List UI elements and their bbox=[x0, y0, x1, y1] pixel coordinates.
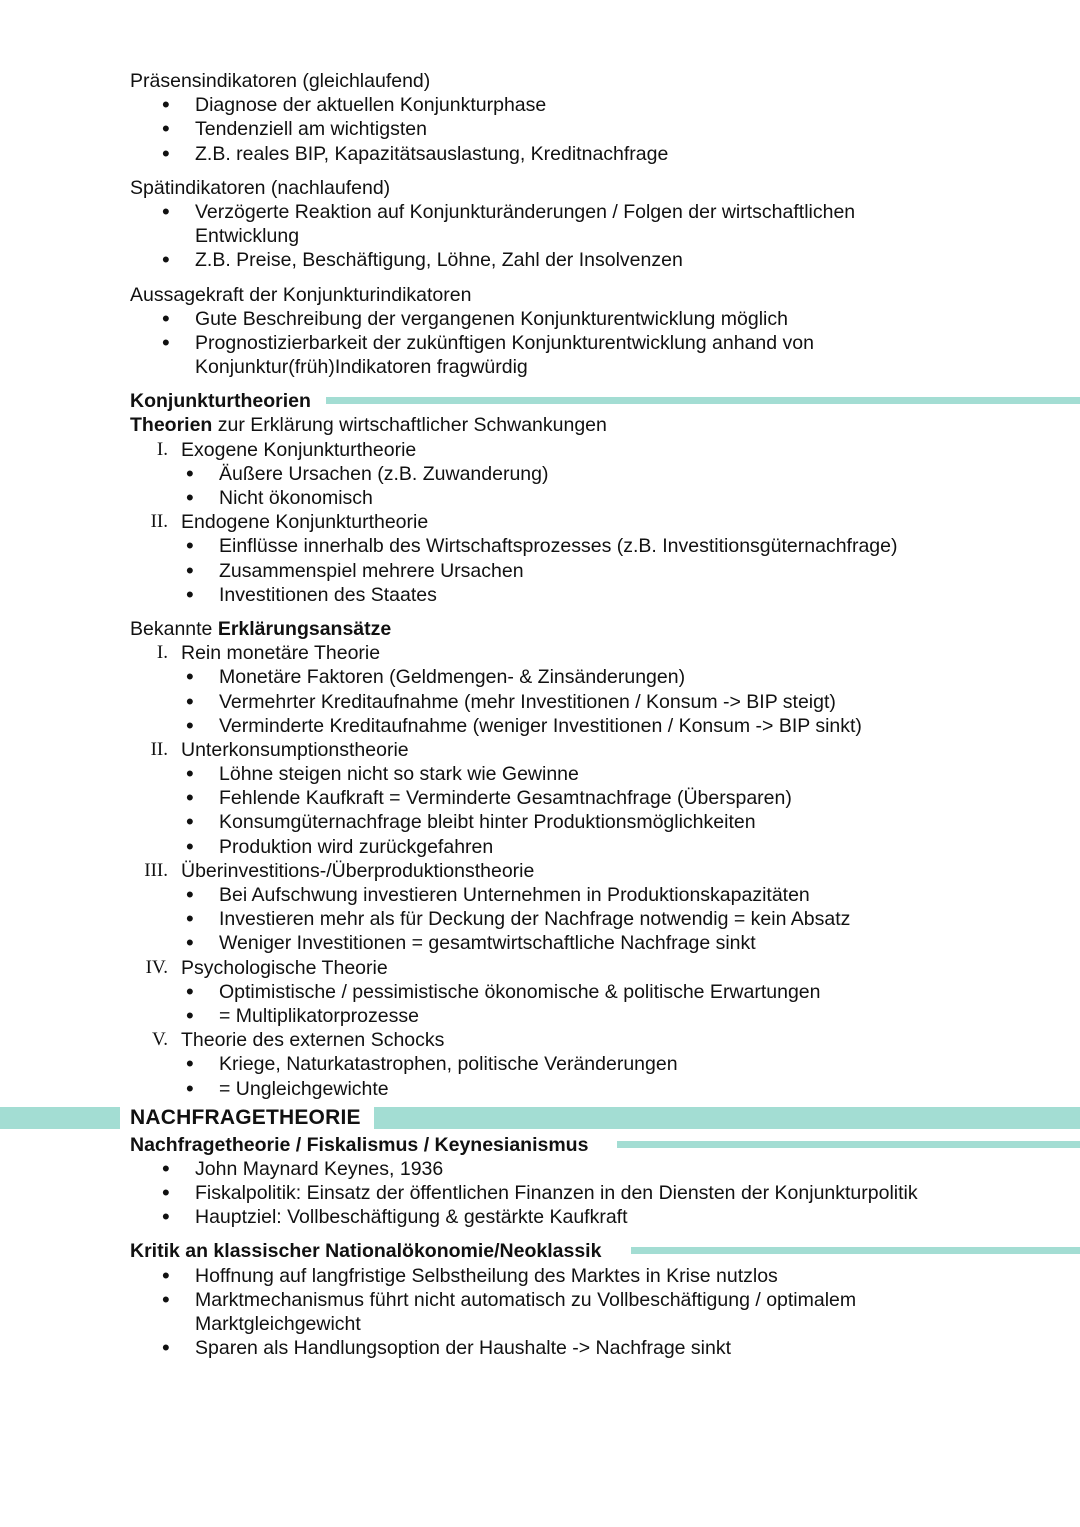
list-item: • Hauptziel: Vollbeschäftigung & gestärkte Kaufkraft bbox=[0, 1205, 1080, 1229]
roman-item bbox=[0, 510, 1080, 534]
list-item: • Fiskalpolitik: Einsatz der öffentlichen Finanzen in den Diensten der Konjunkturpolitik bbox=[0, 1181, 1080, 1205]
list-item-continuation: Marktgleichgewicht bbox=[195, 1313, 361, 1335]
roman-title: Unterkonsumptionstheorie bbox=[181, 738, 409, 761]
roman-item bbox=[0, 438, 1080, 462]
roman-title: Exogene Konjunkturtheorie bbox=[181, 438, 417, 461]
roman-item bbox=[0, 641, 1080, 665]
intro-rest: zur Erklärung wirtschaftlicher Schwankungen bbox=[212, 414, 607, 437]
roman-title: Theorie des externen Schocks bbox=[181, 1029, 445, 1052]
list-item: • Marktmechanismus führt nicht automatisch zu Vollbeschäftigung / optimalem bbox=[0, 1288, 1080, 1312]
roman-numeral: I. bbox=[156, 642, 168, 664]
heading-text: Konjunkturtheorien bbox=[130, 390, 311, 413]
roman-item bbox=[0, 956, 1080, 980]
roman-title: Rein monetäre Theorie bbox=[181, 642, 381, 665]
section-heading-keynesianismus bbox=[0, 1133, 1080, 1157]
banner-nachfragetheorie bbox=[0, 1105, 1080, 1131]
list-item: • Monetäre Faktoren (Geldmengen- & Zinsänderungen) bbox=[0, 665, 1080, 689]
heading-pre: Bekannte bbox=[130, 617, 218, 640]
list-item: • Diagnose der aktuellen Konjunkturphase bbox=[0, 93, 1080, 117]
roman-numeral: II. bbox=[150, 511, 168, 533]
section-heading-praesensindikatoren: Präsensindikatoren (gleichlaufend) bbox=[130, 70, 431, 92]
banner-title: NACHFRAGETHEORIE bbox=[130, 1105, 361, 1129]
list-item: • Gute Beschreibung der vergangenen Konjunkturentwicklung möglich bbox=[0, 307, 1080, 331]
section-heading-erklaerungsansaetze bbox=[0, 617, 1080, 641]
section-heading-aussagekraft: Aussagekraft der Konjunkturindikatoren bbox=[130, 283, 472, 306]
heading-text: Nachfragetheorie / Fiskalismus / Keynesianismus bbox=[130, 1133, 589, 1156]
list-item: • John Maynard Keynes, 1936 bbox=[0, 1157, 1080, 1181]
list-item: • = Ungleichgewichte bbox=[0, 1077, 1080, 1101]
roman-title: Überinvestitions-/Überproduktionstheorie bbox=[181, 859, 535, 882]
heading-bold: Erklärungsansätze bbox=[217, 617, 392, 640]
roman-item bbox=[0, 1028, 1080, 1052]
banner-bar-right bbox=[374, 1107, 1080, 1129]
list-item: • Äußere Ursachen (z.B. Zuwanderung) bbox=[0, 462, 1080, 486]
list-item: • Optimistische / pessimistische ökonomische & politische Erwartungen bbox=[0, 980, 1080, 1004]
roman-item bbox=[0, 859, 1080, 883]
list-item: • Bei Aufschwung investieren Unternehmen in Produktionskapazitäten bbox=[0, 883, 1080, 907]
list-item: • Prognostizierbarkeit der zukünftigen Konjunkturentwicklung anhand von bbox=[0, 331, 1080, 355]
banner-bar-left bbox=[0, 1107, 120, 1129]
roman-numeral: II. bbox=[150, 738, 168, 760]
section-heading-kritik bbox=[0, 1239, 1080, 1263]
list-item: • Investitionen des Staates bbox=[0, 583, 1080, 607]
intro-bold: Theorien bbox=[130, 414, 213, 437]
list-item: • Fehlende Kaufkraft = Verminderte Gesamtnachfrage (Übersparen) bbox=[0, 786, 1080, 810]
roman-title: Endogene Konjunkturtheorie bbox=[181, 511, 429, 534]
list-item: • = Multiplikatorprozesse bbox=[0, 1004, 1080, 1028]
roman-item bbox=[0, 738, 1080, 762]
list-item: • Kriege, Naturkatastrophen, politische Veränderungen bbox=[0, 1052, 1080, 1076]
list-item: • Z.B. reales BIP, Kapazitätsauslastung, Kreditnachfrage bbox=[0, 142, 1080, 166]
list-item: • Zusammenspiel mehrere Ursachen bbox=[0, 559, 1080, 583]
list-item: • Verzögerte Reaktion auf Konjunkturänderungen / Folgen der wirtschaftlichen bbox=[0, 200, 1080, 224]
roman-numeral: V. bbox=[151, 1029, 168, 1051]
list-item: • Tendenziell am wichtigsten bbox=[0, 117, 1080, 141]
list-item-continuation: Entwicklung bbox=[195, 225, 300, 248]
accent-stripe bbox=[326, 397, 1080, 404]
heading-text: Kritik an klassischer Nationalökonomie/Neoklassik bbox=[130, 1240, 602, 1263]
roman-numeral: III. bbox=[144, 859, 168, 881]
accent-stripe bbox=[631, 1247, 1080, 1254]
roman-title: Psychologische Theorie bbox=[181, 956, 388, 979]
document-page bbox=[0, 69, 1080, 1360]
list-item: • Vermehrter Kreditaufnahme (mehr Investitionen / Konsum -> BIP steigt) bbox=[0, 690, 1080, 714]
list-item: • Verminderte Kreditaufnahme (weniger Investitionen / Konsum -> BIP sinkt) bbox=[0, 714, 1080, 738]
list-item: • Nicht ökonomisch bbox=[0, 486, 1080, 510]
list-item: • Investieren mehr als für Deckung der Nachfrage notwendig = kein Absatz bbox=[0, 907, 1080, 931]
section-heading-konjunkturtheorien bbox=[0, 389, 1080, 413]
list-item: • Konsumgüternachfrage bleibt hinter Produktionsmöglichkeiten bbox=[0, 810, 1080, 834]
list-item: • Löhne steigen nicht so stark wie Gewinne bbox=[0, 762, 1080, 786]
list-item: • Produktion wird zurückgefahren bbox=[0, 835, 1080, 859]
accent-stripe bbox=[617, 1141, 1080, 1148]
list-item: • Weniger Investitionen = gesamtwirtschaftliche Nachfrage sinkt bbox=[0, 931, 1080, 955]
list-item: • Hoffnung auf langfristige Selbstheilung des Marktes in Krise nutzlos bbox=[0, 1264, 1080, 1288]
section-heading-spaetindikatoren: Spätindikatoren (nachlaufend) bbox=[130, 176, 391, 199]
list-item: • Z.B. Preise, Beschäftigung, Löhne, Zahl der Insolvenzen bbox=[0, 248, 1080, 272]
list-item: • Einflüsse innerhalb des Wirtschaftsprozesses (z.B. Investitionsgüternachfrage) bbox=[0, 534, 1080, 558]
roman-numeral: IV. bbox=[145, 956, 168, 978]
list-item-continuation: Konjunktur(früh)Indikatoren fragwürdig bbox=[195, 356, 528, 379]
roman-numeral: I. bbox=[156, 438, 168, 460]
list-item: • Sparen als Handlungsoption der Haushalte -> Nachfrage sinkt bbox=[0, 1336, 1080, 1360]
theorien-intro bbox=[0, 413, 1080, 437]
